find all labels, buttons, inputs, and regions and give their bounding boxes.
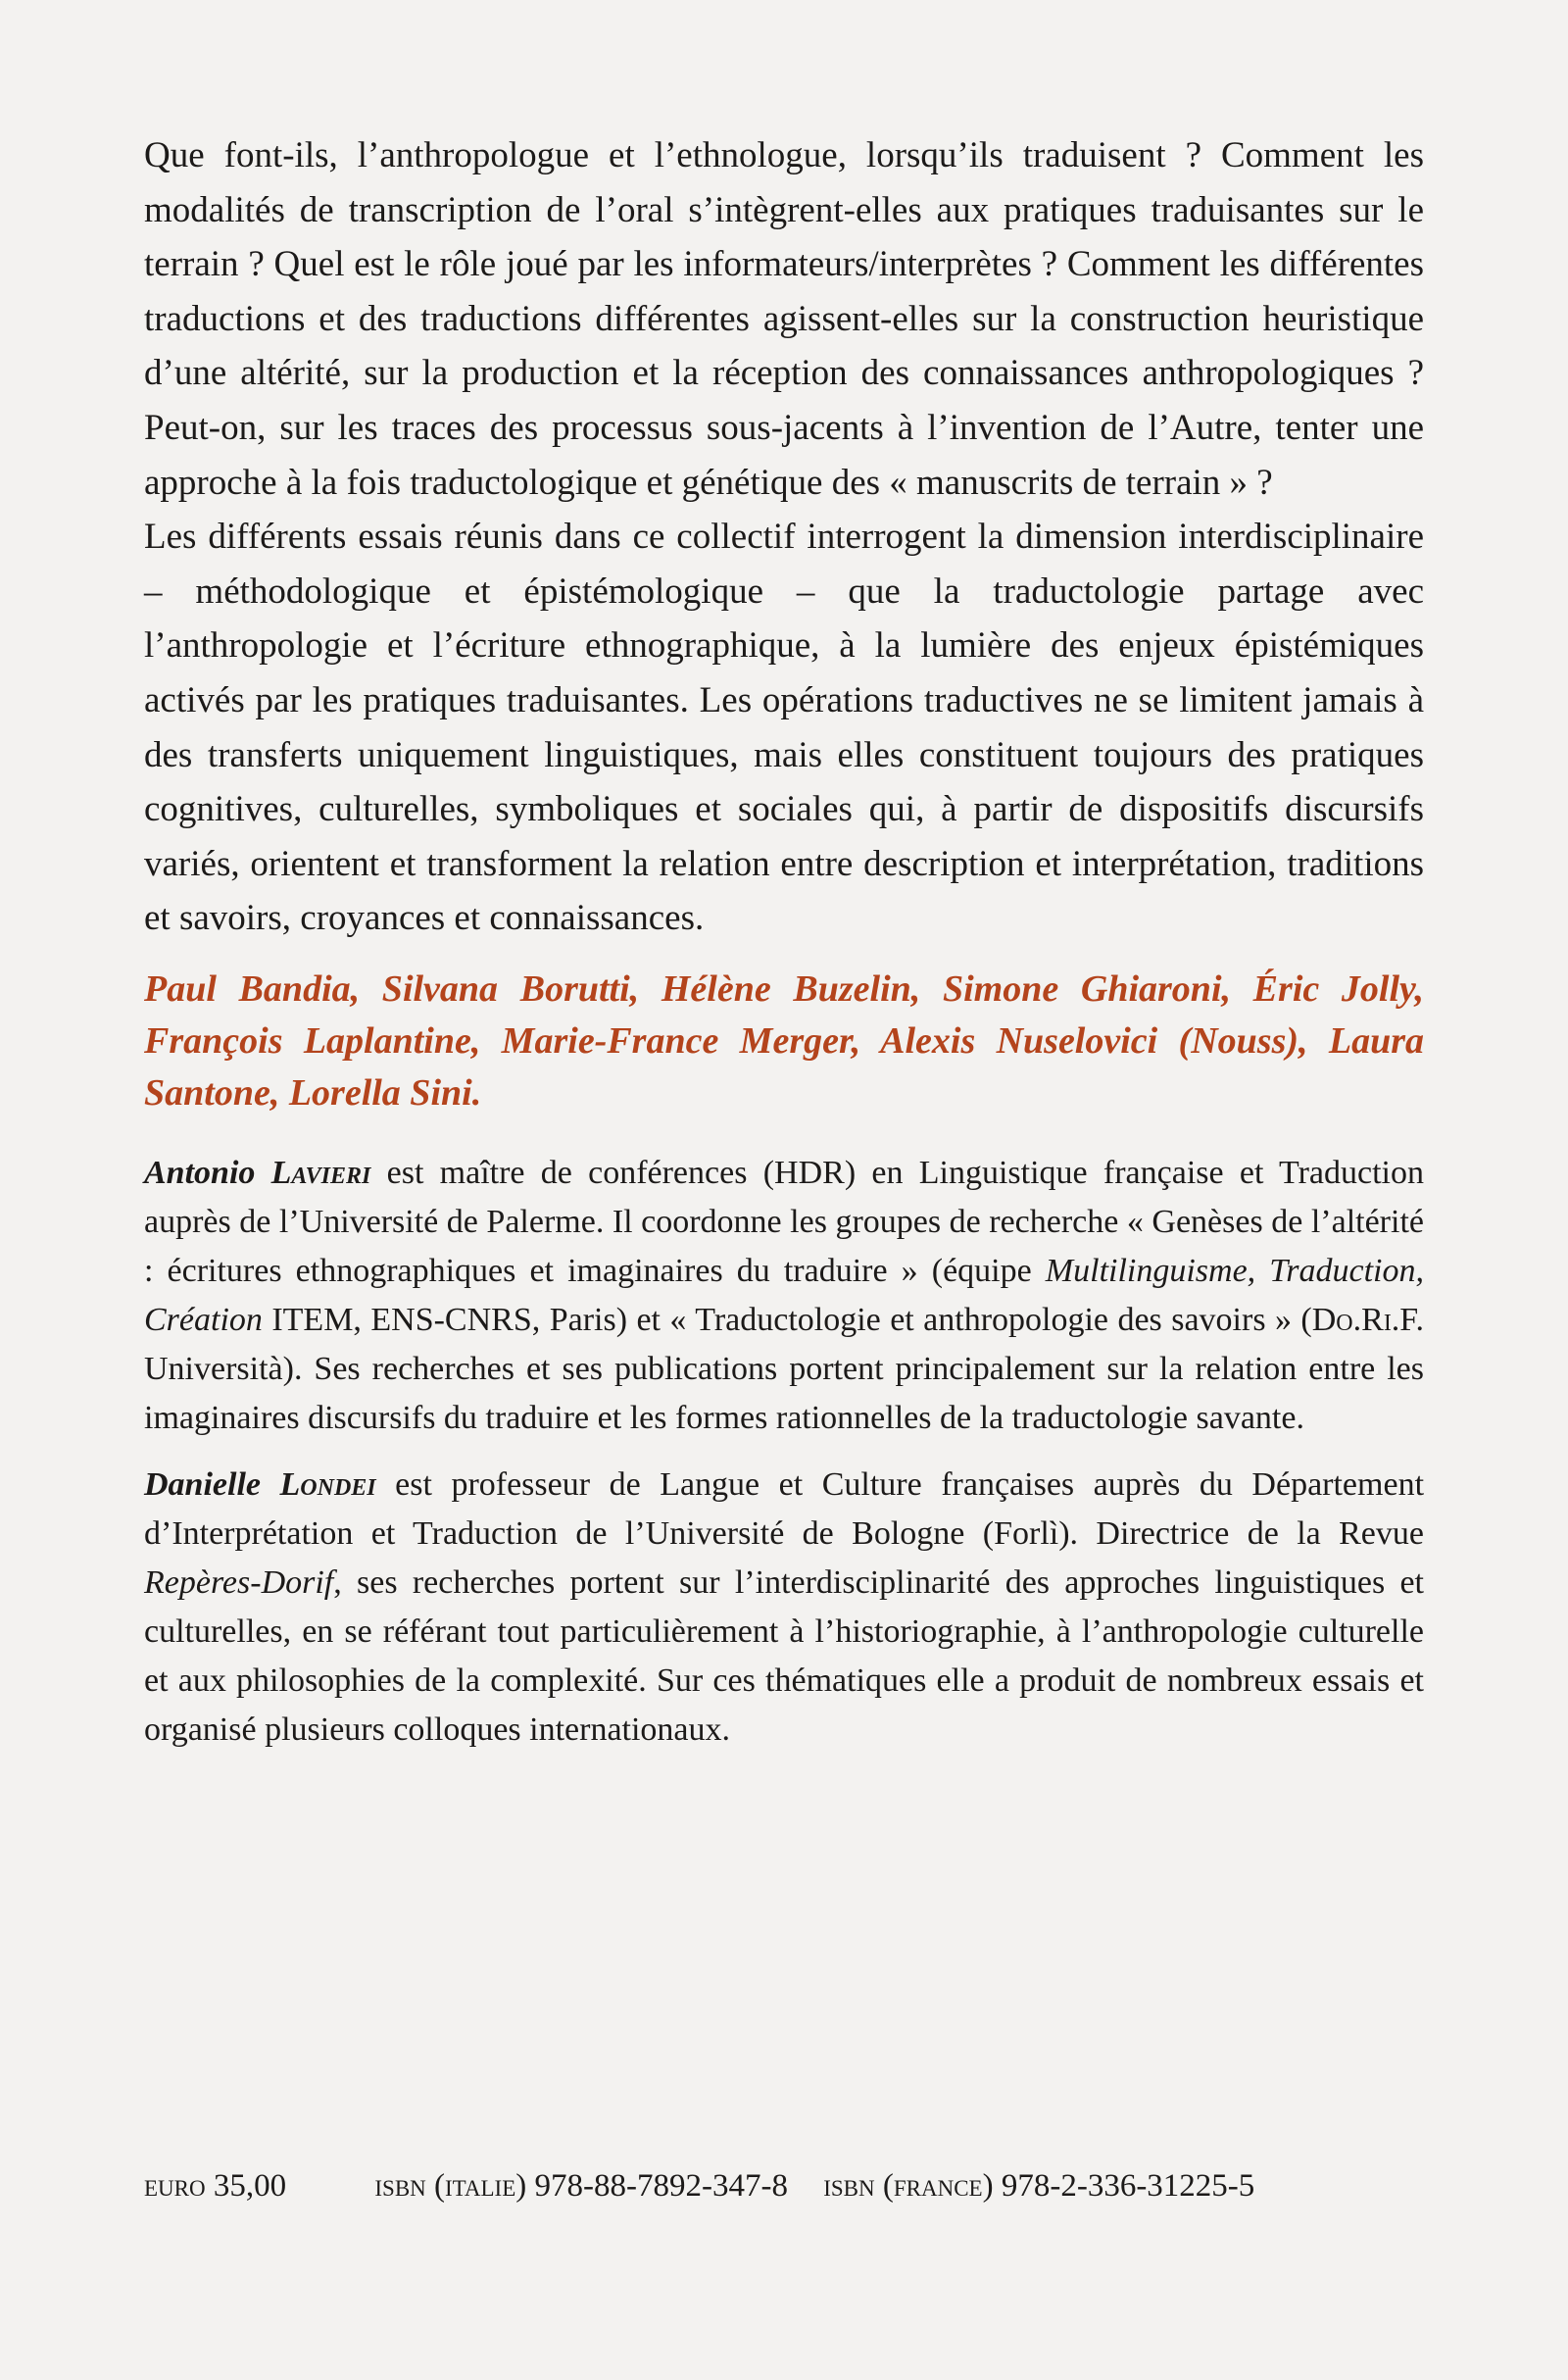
- bio-text: est maître de conférences (: [370, 1154, 775, 1191]
- price-isbn-footer: [144, 2164, 1254, 2207]
- bio-journal-name: Repères-Dorif: [144, 1563, 334, 1601]
- bio-text: , ses recherches portent sur l’interdisciplinarité des approches linguistiques et culturelles, en se référant tout particulièrement à l’historiographie, à l’anthropologie culturelle et aux philosophies de la complexité. Sur ces thématiques elle a produit de nombreux essais et organisé plusieurs colloques internationaux.: [144, 1563, 1424, 1748]
- isbn-france-label: isbn (france): [823, 2168, 994, 2204]
- isbn-italy-label: isbn (italie): [374, 2168, 527, 2204]
- bio-dorif: Do.Ri.F.: [1311, 1301, 1424, 1338]
- bio-team-name: Multilinguisme, Traduction, Création: [144, 1252, 1425, 1338]
- editor-last-name: Londei: [279, 1465, 376, 1503]
- bio-text: ) en Linguistique française et Traduction auprès de l’Université de Palerme. Il coordonne les groupes de recherche « Genèses de l’altérité : écritures ethnographiques et imaginaires du traduire » (équipe: [144, 1154, 1425, 1289]
- editor-last-name: Lavieri: [270, 1154, 371, 1191]
- isbn-france: [823, 2168, 1254, 2204]
- isbn-italy: [374, 2168, 796, 2204]
- bio-text: est professeur de Langue et Culture françaises auprès du Département d’Interprétation et Traduction de l’Université de Bologne (Forlì). Directrice de la Revue: [144, 1465, 1425, 1552]
- editor-first-name: Danielle: [144, 1465, 261, 1503]
- isbn-france-value: 978-2-336-31225-5: [1001, 2168, 1255, 2204]
- editor-first-name: Antonio: [144, 1154, 256, 1191]
- price-value: 35,00: [213, 2168, 287, 2204]
- bio-hdr: HDR: [774, 1154, 845, 1191]
- editor-bio-londei: [144, 1461, 1424, 1755]
- bio-text: Università). Ses recherches et ses publications portent principalement sur la relation entre les imaginaires discursifs du traduire et les formes rationnelles de la traductologie savante.: [144, 1350, 1424, 1436]
- intro-paragraph: Que font-ils, l’anthropologue et l’ethnologue, lorsqu’ils traduisent ? Comment les modalités de transcription de l’oral s’intègrent-elles aux pratiques traduisantes sur le terrain ? Quel est le rôle joué par les informateurs/interprètes ? Comment les différentes traductions et des traductions différentes agissent-elles sur la construction heuristique d’une altérité, sur la production et la réception des connaissances anthropologiques ? Peut-on, sur les traces des processus sous-jacents à l’invention de l’Autre, tenter une approche à la fois traductologique et génétique des « manuscrits de terrain » ?: [144, 135, 1424, 503]
- price-label: euro: [144, 2168, 206, 2204]
- editor-bio-lavieri: [144, 1149, 1424, 1443]
- description-paragraph: Les différents essais réunis dans ce collectif interrogent la dimension interdisciplinaire – méthodologique et épistémologique – que la traductologie partage avec l’anthropologie et l’écriture ethnographique, à la lumière des enjeux épistémiques activés par les pratiques traduisantes. Les opérations traductives ne se limitent jamais à des transferts uniquement linguistiques, mais elles constituent toujours des pratiques cognitives, culturelles, symboliques et sociales qui, à partir de dispositifs discursifs variés, orientent et transforment la relation entre description et interprétation, traditions et savoirs, croyances et connaissances.: [144, 517, 1424, 939]
- isbn-italy-value: 978-88-7892-347-8: [534, 2168, 788, 2204]
- back-cover-text: [144, 128, 1424, 1755]
- contributors-list: Paul Bandia, Silvana Borutti, Hélène Buzelin, Simone Ghiaroni, Éric Jolly, François Laplantine, Marie-France Merger, Alexis Nuselovici (Nouss), Laura Santone, Lorella Sini.: [144, 967, 1424, 1114]
- price: [144, 2168, 294, 2204]
- bio-text: ITEM, ENS-CNRS, Paris) et « Traductologie et anthropologie des savoirs » (: [262, 1301, 1312, 1338]
